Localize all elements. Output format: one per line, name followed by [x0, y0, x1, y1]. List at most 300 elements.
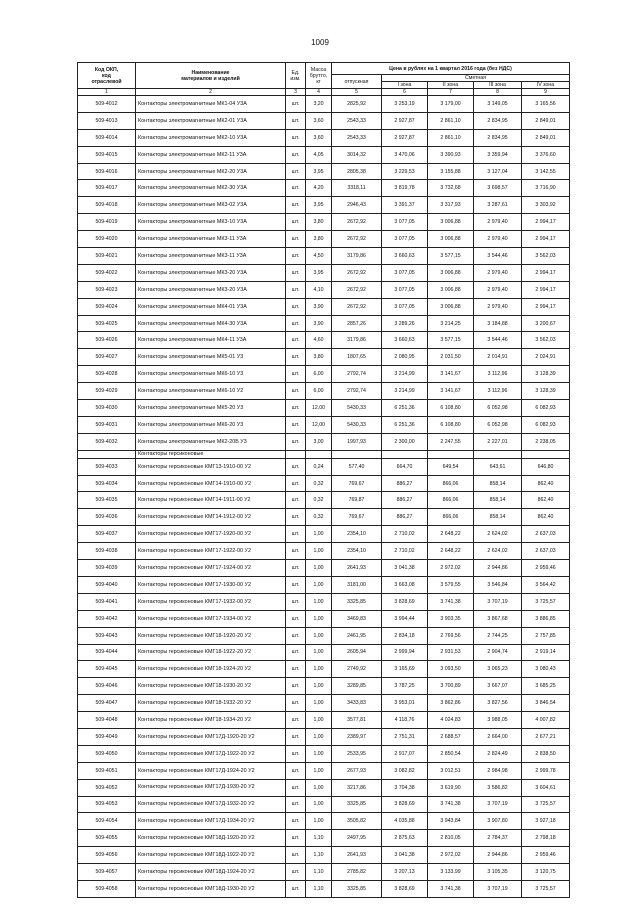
row-zone1-price: 3 077,05 — [382, 281, 428, 298]
header-release: отпускная — [332, 75, 382, 89]
row-code: 509-4045 — [78, 661, 136, 678]
row-zone4-price: 3 128,39 — [522, 366, 570, 383]
row-mass: 3,95 — [306, 197, 332, 214]
row-mass: 1,00 — [306, 543, 332, 560]
row-code: 509-4055 — [78, 830, 136, 847]
row-zone4-price: 2 959,46 — [522, 847, 570, 864]
row-mass: 1,10 — [306, 847, 332, 864]
row-name: Контакторы электромагнитные МК5-20 У3 — [136, 400, 286, 417]
row-zone2-price: 2 769,56 — [428, 627, 474, 644]
row-mass: 3,95 — [306, 163, 332, 180]
row-zone2-price: 3 700,89 — [428, 678, 474, 695]
row-name: Контакторы электромагнитные МК5-01 У3 — [136, 349, 286, 366]
table-row — [78, 847, 570, 864]
row-zone3-price: 2 944,86 — [474, 847, 522, 864]
table-row — [78, 298, 570, 315]
row-mass: 6,00 — [306, 366, 332, 383]
row-mass: 12,00 — [306, 416, 332, 433]
table-row — [78, 796, 570, 813]
row-unit: шт. — [286, 112, 306, 129]
row-zone1-price: 2 300,00 — [382, 433, 428, 450]
row-release-price: 2533,95 — [332, 745, 382, 762]
row-zone2-price: 3 006,88 — [428, 281, 474, 298]
row-name: Контакторы электромагнитные МК4-01 У3А — [136, 298, 286, 315]
row-zone3-price: 6 052,98 — [474, 400, 522, 417]
row-zone3-price: 3 544,46 — [474, 248, 522, 265]
row-zone4-price: 3 604,61 — [522, 779, 570, 796]
row-zone4-price: 6 082,93 — [522, 400, 570, 417]
row-unit: шт. — [286, 231, 306, 248]
row-zone4-price: 3 725,57 — [522, 593, 570, 610]
row-zone2-price: 3 741,38 — [428, 880, 474, 897]
row-unit: шт. — [286, 248, 306, 265]
row-zone2-price: 2 972,02 — [428, 847, 474, 864]
row-code: 509-4013 — [78, 112, 136, 129]
row-name: Контакторы герсиконовые КМГ18Д-1922-20 У2 — [136, 847, 286, 864]
row-code: 509-4044 — [78, 644, 136, 661]
row-zone2-price: 3 006,88 — [428, 264, 474, 281]
group-empty-cell — [332, 450, 382, 458]
row-zone3-price: 3 105,35 — [474, 864, 522, 881]
row-release-price: 2641,93 — [332, 847, 382, 864]
row-zone4-price: 3 846,54 — [522, 695, 570, 712]
row-code: 509-4029 — [78, 383, 136, 400]
column-numbers — [78, 89, 570, 96]
row-zone3-price: 2 834,95 — [474, 112, 522, 129]
row-zone1-price: 3 391,37 — [382, 197, 428, 214]
row-unit: шт. — [286, 813, 306, 830]
row-zone1-price: 3 663,08 — [382, 576, 428, 593]
group-empty-cell — [306, 450, 332, 458]
table-row — [78, 197, 570, 214]
row-code: 509-4054 — [78, 813, 136, 830]
row-name: Контакторы электромагнитные МК2-20Б У3 — [136, 433, 286, 450]
row-zone2-price: 3 006,88 — [428, 298, 474, 315]
table-row — [78, 383, 570, 400]
row-code: 509-4019 — [78, 214, 136, 231]
row-name: Контакторы электромагнитные МК6-10 У3 — [136, 366, 286, 383]
group-empty-cell — [382, 450, 428, 458]
table-body — [78, 96, 570, 898]
row-release-price: 2354,10 — [332, 543, 382, 560]
row-zone2-price: 2 648,22 — [428, 526, 474, 543]
row-unit: шт. — [286, 163, 306, 180]
row-zone4-price: 2 024,91 — [522, 349, 570, 366]
row-release-price: 2389,97 — [332, 728, 382, 745]
row-code: 509-4025 — [78, 315, 136, 332]
row-zone4-price: 2 637,03 — [522, 526, 570, 543]
row-zone2-price: 2 810,05 — [428, 830, 474, 847]
row-zone1-price: 2 080,95 — [382, 349, 428, 366]
row-zone3-price: 858,14 — [474, 492, 522, 509]
row-zone2-price: 3 577,15 — [428, 248, 474, 265]
col-num: 2 — [136, 89, 286, 96]
row-zone4-price: 3 725,57 — [522, 796, 570, 813]
row-zone3-price: 643,61 — [474, 458, 522, 475]
price-table — [77, 62, 570, 898]
row-name: Контакторы герсиконовые КМГ17-1934-00 У2 — [136, 610, 286, 627]
row-mass: 1,00 — [306, 728, 332, 745]
group-empty-cell — [428, 450, 474, 458]
row-mass: 1,00 — [306, 526, 332, 543]
table-row — [78, 526, 570, 543]
row-code: 509-4047 — [78, 695, 136, 712]
row-zone2-price: 866,06 — [428, 475, 474, 492]
row-code: 509-4039 — [78, 560, 136, 577]
row-release-price: 5430,33 — [332, 416, 382, 433]
row-name: Контакторы герсиконовые КМГ14-1910-00 У2 — [136, 475, 286, 492]
row-mass: 1,00 — [306, 796, 332, 813]
row-zone3-price: 2 979,40 — [474, 264, 522, 281]
row-unit: шт. — [286, 779, 306, 796]
row-code: 509-4036 — [78, 509, 136, 526]
row-mass: 1,00 — [306, 661, 332, 678]
row-code: 509-4052 — [78, 779, 136, 796]
row-zone1-price: 3 704,38 — [382, 779, 428, 796]
group-code-cell — [78, 450, 136, 458]
row-zone2-price: 4 024,83 — [428, 712, 474, 729]
row-zone1-price: 3 289,26 — [382, 315, 428, 332]
row-mass: 1,00 — [306, 576, 332, 593]
row-code: 509-4017 — [78, 180, 136, 197]
table-row — [78, 281, 570, 298]
table-row — [78, 400, 570, 417]
row-code: 509-4041 — [78, 593, 136, 610]
row-release-price: 2785,82 — [332, 864, 382, 881]
row-zone1-price: 886,27 — [382, 492, 428, 509]
row-zone1-price: 3 828,69 — [382, 593, 428, 610]
row-zone3-price: 3 127,04 — [474, 163, 522, 180]
row-zone4-price: 862,40 — [522, 475, 570, 492]
row-code: 509-4046 — [78, 678, 136, 695]
table-row — [78, 264, 570, 281]
table-row — [78, 644, 570, 661]
row-zone1-price: 3 041,38 — [382, 560, 428, 577]
row-unit: шт. — [286, 366, 306, 383]
row-mass: 1,00 — [306, 813, 332, 830]
group-label: Контакторы герсиконовые — [136, 450, 286, 458]
row-zone1-price: 4 118,76 — [382, 712, 428, 729]
header-mass: Масса брутто, кг — [306, 63, 332, 89]
row-zone1-price: 3 660,63 — [382, 332, 428, 349]
row-zone4-price: 2 798,18 — [522, 830, 570, 847]
table-row — [78, 813, 570, 830]
row-name: Контакторы герсиконовые КМГ18-1934-20 У2 — [136, 712, 286, 729]
row-release-price: 3289,85 — [332, 678, 382, 695]
row-unit: шт. — [286, 560, 306, 577]
row-release-price: 2672,92 — [332, 214, 382, 231]
row-zone3-price: 3 827,56 — [474, 695, 522, 712]
table-row — [78, 475, 570, 492]
row-zone4-price: 2 677,21 — [522, 728, 570, 745]
col-num: 6 — [382, 89, 428, 96]
row-zone2-price: 3 577,15 — [428, 332, 474, 349]
row-zone1-price: 3 077,05 — [382, 298, 428, 315]
row-unit: шт. — [286, 627, 306, 644]
row-zone2-price: 3 006,88 — [428, 231, 474, 248]
row-zone1-price: 4 035,88 — [382, 813, 428, 830]
row-zone4-price: 3 165,56 — [522, 96, 570, 113]
row-release-price: 2672,92 — [332, 231, 382, 248]
row-name: Контакторы электромагнитные МК3-02 У3А — [136, 197, 286, 214]
row-name: Контакторы электромагнитные МК3-11 У3А — [136, 248, 286, 265]
row-zone2-price: 3 619,90 — [428, 779, 474, 796]
row-unit: шт. — [286, 712, 306, 729]
row-zone1-price: 3 082,82 — [382, 762, 428, 779]
row-zone4-price: 3 685,25 — [522, 678, 570, 695]
row-release-price: 769,87 — [332, 492, 382, 509]
row-name: Контакторы герсиконовые КМГ18-1930-20 У2 — [136, 678, 286, 695]
row-unit: шт. — [286, 661, 306, 678]
row-release-price: 2543,33 — [332, 112, 382, 129]
row-zone2-price: 3 141,67 — [428, 366, 474, 383]
table-row — [78, 880, 570, 897]
row-name: Контакторы герсиконовые КМГ18-1932-20 У2 — [136, 695, 286, 712]
row-zone4-price: 3 376,60 — [522, 146, 570, 163]
row-mass: 0,32 — [306, 492, 332, 509]
row-mass: 1,00 — [306, 610, 332, 627]
row-mass: 1,00 — [306, 712, 332, 729]
row-zone3-price: 2 979,40 — [474, 231, 522, 248]
row-zone2-price: 2 247,55 — [428, 433, 474, 450]
table-row — [78, 315, 570, 332]
row-zone1-price: 2 927,87 — [382, 129, 428, 146]
row-zone3-price: 3 707,19 — [474, 796, 522, 813]
header-name: Наименование материалов и изделий — [136, 63, 286, 89]
row-zone3-price: 3 112,96 — [474, 383, 522, 400]
table-row — [78, 543, 570, 560]
row-name: Контакторы электромагнитные МК2-30 У3А — [136, 180, 286, 197]
row-release-price: 2857,26 — [332, 315, 382, 332]
row-mass: 1,00 — [306, 678, 332, 695]
row-zone1-price: 3 953,01 — [382, 695, 428, 712]
row-zone1-price: 664,70 — [382, 458, 428, 475]
row-mass: 3,80 — [306, 214, 332, 231]
table-row — [78, 661, 570, 678]
row-zone3-price: 3 707,19 — [474, 880, 522, 897]
row-zone1-price: 3 077,05 — [382, 214, 428, 231]
row-zone2-price: 2 861,10 — [428, 129, 474, 146]
row-unit: шт. — [286, 315, 306, 332]
header-price-title: Цена в рублях на 1 квартал 2016 года (без НДС) — [332, 63, 570, 75]
row-zone4-price: 2 994,17 — [522, 281, 570, 298]
row-unit: шт. — [286, 349, 306, 366]
table-row — [78, 627, 570, 644]
row-zone2-price: 3 179,00 — [428, 96, 474, 113]
row-zone3-price: 3 707,19 — [474, 593, 522, 610]
table-row — [78, 593, 570, 610]
row-unit: шт. — [286, 610, 306, 627]
row-mass: 0,24 — [306, 458, 332, 475]
row-zone2-price: 3 155,88 — [428, 163, 474, 180]
row-unit: шт. — [286, 383, 306, 400]
row-name: Контакторы герсиконовые КМГ17-1924-00 У2 — [136, 560, 286, 577]
row-name: Контакторы герсиконовые КМГ17Д-1920-20 У2 — [136, 728, 286, 745]
row-zone1-price: 3 214,99 — [382, 366, 428, 383]
row-unit: шт. — [286, 543, 306, 560]
row-code: 509-4058 — [78, 880, 136, 897]
row-name: Контакторы герсиконовые КМГ14-1912-00 У2 — [136, 509, 286, 526]
row-release-price: 2641,93 — [332, 560, 382, 577]
row-release-price: 3433,83 — [332, 695, 382, 712]
row-release-price: 3505,82 — [332, 813, 382, 830]
row-zone2-price: 3 943,84 — [428, 813, 474, 830]
row-zone4-price: 862,40 — [522, 492, 570, 509]
row-code: 509-4040 — [78, 576, 136, 593]
row-release-price: 2805,38 — [332, 163, 382, 180]
row-mass: 12,00 — [306, 400, 332, 417]
row-zone1-price: 2 710,02 — [382, 526, 428, 543]
row-zone1-price: 3 828,69 — [382, 796, 428, 813]
row-code: 509-4035 — [78, 492, 136, 509]
row-name: Контакторы герсиконовые КМГ17Д-1930-20 У2 — [136, 779, 286, 796]
table-row — [78, 366, 570, 383]
row-zone4-price: 3 562,03 — [522, 248, 570, 265]
row-code: 509-4031 — [78, 416, 136, 433]
row-zone4-price: 3 725,57 — [522, 880, 570, 897]
row-release-price: 2543,33 — [332, 129, 382, 146]
row-code: 509-4028 — [78, 366, 136, 383]
row-code: 509-4027 — [78, 349, 136, 366]
row-zone2-price: 2 931,53 — [428, 644, 474, 661]
row-zone1-price: 2 751,31 — [382, 728, 428, 745]
row-zone2-price: 3 317,93 — [428, 197, 474, 214]
row-release-price: 2792,74 — [332, 366, 382, 383]
row-zone2-price: 2 648,22 — [428, 543, 474, 560]
row-name: Контакторы электромагнитные МК6-20 У3 — [136, 416, 286, 433]
row-zone4-price: 2 919,14 — [522, 644, 570, 661]
row-mass: 1,00 — [306, 762, 332, 779]
row-code: 509-4037 — [78, 526, 136, 543]
row-zone3-price: 2 824,49 — [474, 745, 522, 762]
row-unit: шт. — [286, 180, 306, 197]
header-zone4: IV зона — [522, 82, 570, 89]
row-zone4-price: 3 080,43 — [522, 661, 570, 678]
row-zone1-price: 3 207,13 — [382, 864, 428, 881]
row-mass: 1,00 — [306, 627, 332, 644]
row-zone3-price: 3 988,05 — [474, 712, 522, 729]
row-code: 509-4026 — [78, 332, 136, 349]
row-zone3-price: 858,14 — [474, 509, 522, 526]
row-release-price: 3469,83 — [332, 610, 382, 627]
row-zone3-price: 3 907,80 — [474, 813, 522, 830]
row-code: 509-4056 — [78, 847, 136, 864]
row-zone2-price: 3 133,99 — [428, 864, 474, 881]
row-release-price: 2946,43 — [332, 197, 382, 214]
row-mass: 3,90 — [306, 298, 332, 315]
row-release-price: 2672,92 — [332, 298, 382, 315]
row-unit: шт. — [286, 576, 306, 593]
row-zone3-price: 2 904,74 — [474, 644, 522, 661]
row-mass: 3,80 — [306, 231, 332, 248]
row-zone2-price: 3 732,68 — [428, 180, 474, 197]
row-zone4-price: 2 994,17 — [522, 264, 570, 281]
row-code: 509-4014 — [78, 129, 136, 146]
table-row — [78, 610, 570, 627]
row-release-price: 3577,81 — [332, 712, 382, 729]
row-zone3-price: 3 667,07 — [474, 678, 522, 695]
row-unit: шт. — [286, 678, 306, 695]
row-code: 509-4016 — [78, 163, 136, 180]
row-name: Контакторы герсиконовые КМГ17Д-1934-20 У2 — [136, 813, 286, 830]
row-zone4-price: 3 120,75 — [522, 864, 570, 881]
row-zone3-price: 2 624,02 — [474, 526, 522, 543]
row-zone4-price: 2 994,17 — [522, 298, 570, 315]
row-zone4-price: 3 200,67 — [522, 315, 570, 332]
row-release-price: 2354,10 — [332, 526, 382, 543]
row-zone2-price: 3 390,93 — [428, 146, 474, 163]
row-zone2-price: 2 688,57 — [428, 728, 474, 745]
row-zone3-price: 3 065,23 — [474, 661, 522, 678]
row-mass: 3,60 — [306, 129, 332, 146]
table-row — [78, 712, 570, 729]
row-zone3-price: 2 624,02 — [474, 543, 522, 560]
row-mass: 1,00 — [306, 779, 332, 796]
col-num: 8 — [474, 89, 522, 96]
row-release-price: 5430,33 — [332, 400, 382, 417]
row-mass: 1,00 — [306, 644, 332, 661]
row-release-price: 3217,86 — [332, 779, 382, 796]
row-code: 509-4048 — [78, 712, 136, 729]
row-unit: шт. — [286, 864, 306, 881]
col-num: 5 — [332, 89, 382, 96]
row-zone4-price: 3 128,39 — [522, 383, 570, 400]
row-name: Контакторы герсиконовые КМГ18Д-1920-20 У2 — [136, 830, 286, 847]
row-unit: шт. — [286, 880, 306, 897]
row-unit: шт. — [286, 298, 306, 315]
table-row — [78, 129, 570, 146]
row-code: 509-4042 — [78, 610, 136, 627]
row-release-price: 1807,65 — [332, 349, 382, 366]
row-zone2-price: 866,06 — [428, 492, 474, 509]
row-zone2-price: 3 579,55 — [428, 576, 474, 593]
row-zone1-price: 3 041,38 — [382, 847, 428, 864]
row-zone1-price: 3 077,05 — [382, 231, 428, 248]
row-mass: 1,10 — [306, 864, 332, 881]
row-unit: шт. — [286, 146, 306, 163]
table-row — [78, 248, 570, 265]
row-name: Контакторы электромагнитные МК2-11 У3А — [136, 146, 286, 163]
row-zone1-price: 3 229,53 — [382, 163, 428, 180]
row-zone2-price: 2 031,50 — [428, 349, 474, 366]
row-unit: шт. — [286, 416, 306, 433]
row-release-price: 2792,74 — [332, 383, 382, 400]
row-release-price: 2461,95 — [332, 627, 382, 644]
row-release-price: 577,40 — [332, 458, 382, 475]
row-unit: шт. — [286, 492, 306, 509]
row-zone2-price: 866,06 — [428, 509, 474, 526]
row-name: Контакторы электромагнитные МК3-11 У3А — [136, 231, 286, 248]
row-zone1-price: 3 828,69 — [382, 880, 428, 897]
row-mass: 1,00 — [306, 695, 332, 712]
row-zone4-price: 2 999,78 — [522, 762, 570, 779]
row-zone3-price: 2 979,40 — [474, 214, 522, 231]
table-row — [78, 231, 570, 248]
col-num: 3 — [286, 89, 306, 96]
row-zone3-price: 858,14 — [474, 475, 522, 492]
row-zone4-price: 2 637,03 — [522, 543, 570, 560]
row-name: Контакторы герсиконовые КМГ18Д-1930-20 У2 — [136, 880, 286, 897]
header-zone2: II зона — [428, 82, 474, 89]
row-mass: 1,10 — [306, 880, 332, 897]
row-zone4-price: 3 562,03 — [522, 332, 570, 349]
row-zone4-price: 3 716,90 — [522, 180, 570, 197]
row-code: 509-4057 — [78, 864, 136, 881]
row-release-price: 3325,85 — [332, 796, 382, 813]
row-name: Контакторы герсиконовые КМГ14-1911-00 У2 — [136, 492, 286, 509]
row-code: 509-4033 — [78, 458, 136, 475]
table-row — [78, 349, 570, 366]
